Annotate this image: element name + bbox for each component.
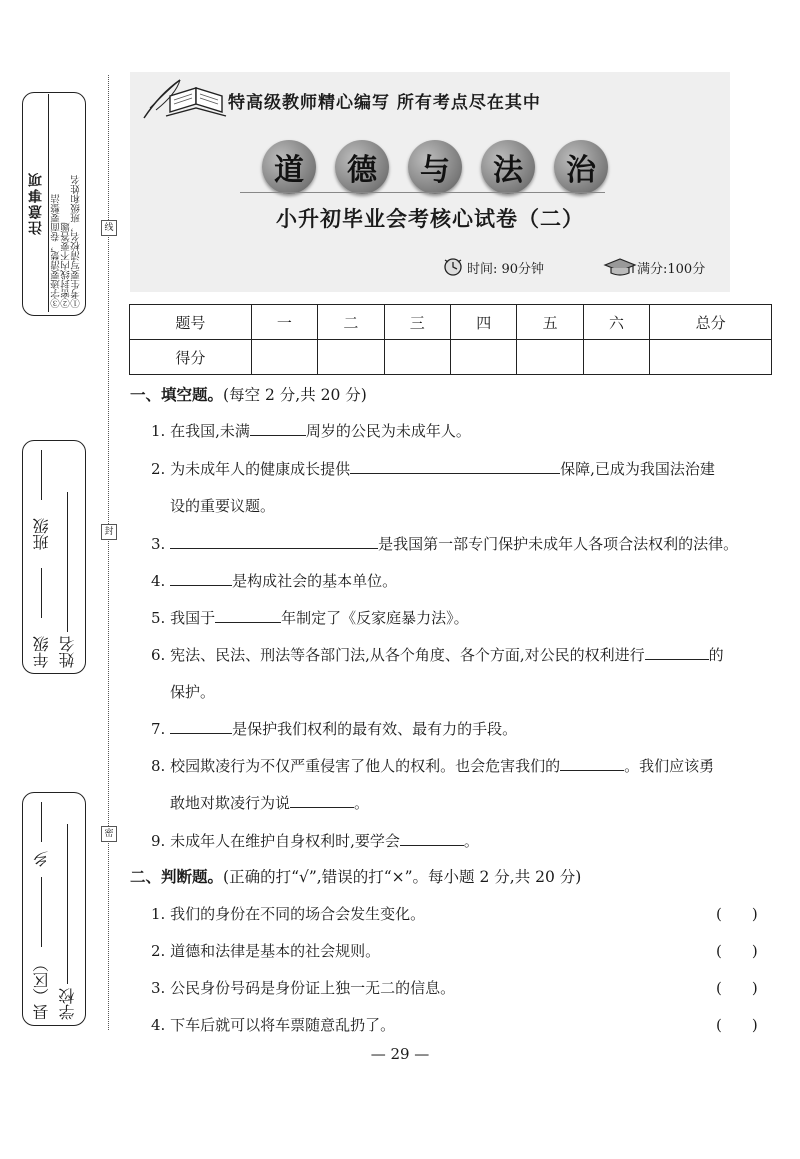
graduation-cap-icon [603, 257, 637, 277]
answer-blank[interactable] [250, 420, 306, 436]
subject-char-5: 治 [554, 140, 608, 194]
question-1-5 [151, 607, 469, 628]
answer-blank[interactable] [400, 830, 464, 846]
judge-item-2: 2. 道德和法律是基本的社会规则。 [151, 942, 381, 960]
question-1-9 [151, 830, 479, 851]
answer-blank[interactable] [170, 533, 378, 549]
grade-class-field[interactable] [30, 446, 53, 668]
seal-line [108, 75, 109, 1030]
name-label: 姓名 [58, 636, 77, 668]
subject-char-3: 与 [408, 140, 462, 194]
answer-paren[interactable]: ( ) [716, 905, 758, 923]
q-text: 年制定了《反家庭暴力法》。 [281, 609, 469, 627]
school-field[interactable] [56, 798, 79, 1020]
answer-paren[interactable]: ( ) [716, 979, 758, 997]
judge-item-3: 3. 公民身份号码是身份证上独一无二的信息。 [151, 979, 456, 997]
judge-item-4: 4. 下车后就可以将车票随意乱扔了。 [151, 1016, 396, 1034]
question-1-7 [151, 718, 517, 739]
question-1-3 [151, 533, 738, 554]
q-text: 是构成社会的基本单位。 [232, 572, 398, 590]
answer-blank[interactable] [645, 644, 709, 660]
q-text: 的 [708, 646, 724, 664]
subject-char-4: 法 [481, 140, 535, 194]
score-info [603, 257, 705, 277]
subject-char-2: 德 [335, 140, 389, 194]
school-line [67, 824, 69, 984]
township-line [41, 802, 43, 842]
score-cell[interactable] [450, 340, 516, 375]
notice-items [52, 98, 82, 308]
class-line [41, 450, 43, 500]
township-label: 乡 [32, 851, 51, 868]
score-cell[interactable] [318, 340, 384, 375]
notice-item-2: ②密封线内不要答题 [61, 222, 72, 308]
q-text: 1. 在我国,未满 [151, 422, 250, 440]
grade-line [41, 568, 43, 618]
grade-label: 年级 [32, 636, 51, 668]
question-1-8 [151, 755, 714, 776]
notice-divider [48, 94, 49, 312]
score-header-cell: 二 [318, 305, 384, 340]
county-label: 县（区） [32, 956, 51, 1020]
notice-title: 注意事项 [28, 171, 44, 235]
q-text: 7. [151, 720, 166, 738]
subject-title [262, 140, 608, 194]
question-1-4 [151, 570, 397, 591]
header-slogan: 特高级教师精心编写 所有考点尽在其中 [228, 93, 541, 113]
notice-item-3: ③字迹要清楚，卷面要整洁 [51, 194, 62, 308]
section-1-heading [130, 383, 367, 405]
score-row-label: 得分 [130, 340, 252, 375]
answer-blank[interactable] [350, 458, 560, 474]
book-quill-icon [140, 74, 228, 124]
answer-blank[interactable] [290, 792, 354, 808]
score-table-header-row [130, 305, 772, 340]
question-1-2-cont: 设的重要议题。 [170, 497, 276, 515]
section-1-note: (每空 2 分,共 20 分) [223, 386, 367, 404]
time-info [441, 257, 544, 277]
section-2-title: 二、判断题。 [130, 868, 224, 886]
judge-item-1: 1. 我们的身份在不同的场合会发生变化。 [151, 905, 426, 923]
page-number: — 29 — [370, 1045, 430, 1063]
answer-blank[interactable] [170, 718, 232, 734]
section-2-heading [130, 865, 581, 887]
score-cell[interactable] [384, 340, 450, 375]
q-text: 保障,已成为我国法治建 [560, 460, 715, 478]
q-text: 2. 为未成年人的健康成长提供 [151, 460, 351, 478]
seal-char-xian: 线 [101, 220, 117, 236]
time-label: 时间: 90分钟 [467, 261, 545, 277]
score-header-cell: 总分 [650, 305, 772, 340]
score-cell[interactable] [583, 340, 649, 375]
score-header-cell: 三 [384, 305, 450, 340]
section-1-title: 一、填空题。 [130, 386, 224, 404]
section-2-note: (正确的打“√”,错误的打“×”。每小题 2 分,共 20 分) [223, 868, 582, 886]
seal-char-mi: 密 [101, 826, 117, 842]
q-text: 4. [151, 572, 166, 590]
q-text: 。 [354, 794, 370, 812]
score-header-cell: 五 [517, 305, 583, 340]
county-township-field[interactable] [30, 798, 53, 1020]
q-text: 是保护我们权利的最有效、最有力的手段。 [232, 720, 518, 738]
score-cell[interactable] [517, 340, 583, 375]
seal-char-feng: 封 [101, 524, 117, 540]
question-1-8-cont [170, 792, 369, 813]
score-header-cell: 四 [450, 305, 516, 340]
q-text: 敢地对欺凌行为说 [170, 794, 291, 812]
score-header-cell: 题号 [130, 305, 252, 340]
question-1-2 [151, 458, 715, 479]
school-label: 学校 [58, 988, 77, 1020]
answer-paren[interactable]: ( ) [716, 942, 758, 960]
county-line [41, 877, 43, 947]
name-line [67, 492, 69, 632]
score-cell[interactable] [251, 340, 317, 375]
header-rule [240, 192, 605, 193]
answer-blank[interactable] [170, 570, 232, 586]
q-text: 8. 校园欺凌行为不仅严重侵害了他人的权利。也会危害我们的 [151, 757, 561, 775]
answer-blank[interactable] [560, 755, 624, 771]
question-1-6-cont: 保护。 [170, 683, 216, 701]
name-field[interactable] [56, 446, 79, 668]
q-text: 6. 宪法、民法、刑法等各部门法,从各个角度、各个方面,对公民的权利进行 [151, 646, 645, 664]
class-label: 班级 [32, 518, 51, 550]
score-table-score-row [130, 340, 772, 375]
q-text: 9. 未成年人在维护自身权利时,要学会 [151, 832, 400, 850]
score-table [129, 304, 772, 375]
q-text: 是我国第一部专门保护未成年人各项合法权利的法律。 [378, 535, 739, 553]
q-text: 3. [151, 535, 166, 553]
paper-title: 小升初毕业会考核心试卷（二） [276, 207, 584, 231]
question-1-6 [151, 644, 724, 665]
subject-char-1: 道 [262, 140, 316, 194]
q-text: 。我们应该勇 [624, 757, 715, 775]
clock-icon [441, 257, 467, 277]
q-text: 。 [463, 832, 479, 850]
question-1-1 [151, 420, 471, 441]
score-header-cell: 六 [583, 305, 649, 340]
q-text: 5. 我国于 [151, 609, 216, 627]
score-label: 满分:100分 [637, 261, 706, 277]
score-cell[interactable] [650, 340, 772, 375]
score-header-cell: 一 [251, 305, 317, 340]
q-text: 周岁的公民为未成年人。 [305, 422, 471, 440]
answer-paren[interactable]: ( ) [716, 1016, 758, 1034]
notice-item-1: ①考生要写清校名，班级和姓名 [71, 175, 82, 308]
answer-blank[interactable] [215, 607, 281, 623]
